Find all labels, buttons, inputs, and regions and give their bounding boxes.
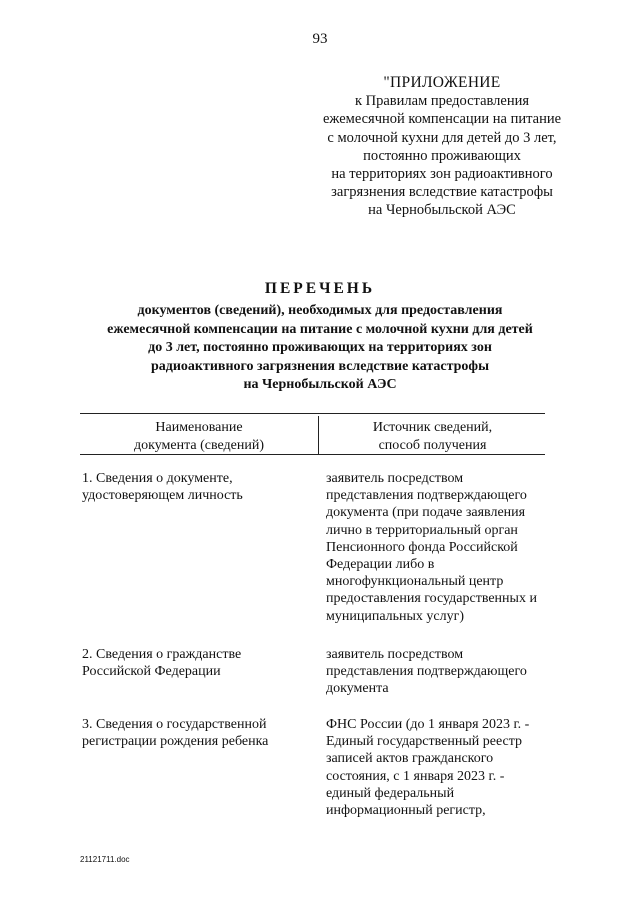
cell-line: 2. Сведения о гражданстве <box>82 647 242 662</box>
page-number: 93 <box>312 31 328 47</box>
appendix-line: к Правилам предоставления <box>354 93 530 110</box>
table-header-document <box>82 419 316 454</box>
cell-line: ФНС России (до 1 января 2023 г. - <box>326 717 530 732</box>
appendix-line: на Чернобыльской АЭС <box>368 202 516 219</box>
cell-line: Российской Федерации <box>82 664 221 680</box>
document-subtitle <box>100 302 540 395</box>
table-row-3-source <box>326 716 566 819</box>
cell-line: удостоверяющем личность <box>82 488 243 504</box>
table-column-divider <box>318 416 319 454</box>
footer-filename: 21121711.doc <box>80 855 130 864</box>
subtitle-line: радиоактивного загрязнения вследствие катастрофы <box>150 358 490 374</box>
header-line: способ получения <box>378 437 487 453</box>
cell-line: информационный регистр, <box>326 803 486 819</box>
appendix-header <box>298 74 586 220</box>
header-line: Источник сведений, <box>372 420 493 435</box>
table-row-2-source <box>326 646 566 698</box>
table-row-1-document <box>82 470 312 504</box>
cell-line: предоставления государственных и <box>326 591 537 607</box>
cell-line: многофункциональный центр <box>326 574 504 590</box>
appendix-line: загрязнения вследствие катастрофы <box>331 184 553 201</box>
cell-line: Пенсионного фонда Российской <box>326 539 518 555</box>
cell-line: представления подтверждающего <box>326 488 527 504</box>
table-top-rule <box>80 413 545 414</box>
document-title: ПЕРЕЧЕНЬ <box>264 280 376 297</box>
cell-line: записей актов гражданского <box>326 751 494 767</box>
cell-line: заявитель посредством <box>326 471 464 486</box>
table-row-2-document <box>82 646 312 680</box>
cell-line: состояния, с 1 января 2023 г. - <box>326 768 505 784</box>
table-row-1-source <box>326 470 566 625</box>
table-header-source <box>320 419 545 454</box>
subtitle-line: ежемесячной компенсации на питание с молочной кухни для детей <box>107 321 533 337</box>
appendix-line: с молочной кухни для детей до 3 лет, <box>327 129 557 146</box>
appendix-line: на территориях зон радиоактивного <box>331 166 553 183</box>
cell-line: 1. Сведения о документе, <box>82 471 233 486</box>
cell-line: документа <box>326 681 389 697</box>
subtitle-line: документов (сведений), необходимых для предоставления <box>137 303 503 318</box>
appendix-heading: "ПРИЛОЖЕНИЕ <box>383 74 501 91</box>
table-row-3-document <box>82 716 312 750</box>
subtitle-line: до 3 лет, постоянно проживающих на территориях зон <box>148 340 492 355</box>
cell-line: заявитель посредством <box>326 647 464 662</box>
cell-line: единый федеральный <box>326 785 455 801</box>
appendix-line: ежемесячной компенсации на питание <box>322 111 562 128</box>
header-line: документа (сведений) <box>133 437 265 453</box>
subtitle-line: на Чернобыльской АЭС <box>243 377 397 392</box>
cell-line: Федерации либо в <box>326 557 435 573</box>
cell-line: Единый государственный реестр <box>326 734 523 750</box>
cell-line: 3. Сведения о государственной <box>82 717 267 732</box>
cell-line: регистрации рождения ребенка <box>82 734 269 750</box>
cell-line: лично в территориальный орган <box>326 522 518 538</box>
cell-line: документа (при подаче заявления <box>326 505 526 521</box>
table-header-rule <box>80 454 545 455</box>
header-line: Наименование <box>155 420 243 435</box>
appendix-line: постоянно проживающих <box>363 147 521 164</box>
cell-line: муниципальных услуг) <box>326 608 465 624</box>
cell-line: представления подтверждающего <box>326 664 527 680</box>
